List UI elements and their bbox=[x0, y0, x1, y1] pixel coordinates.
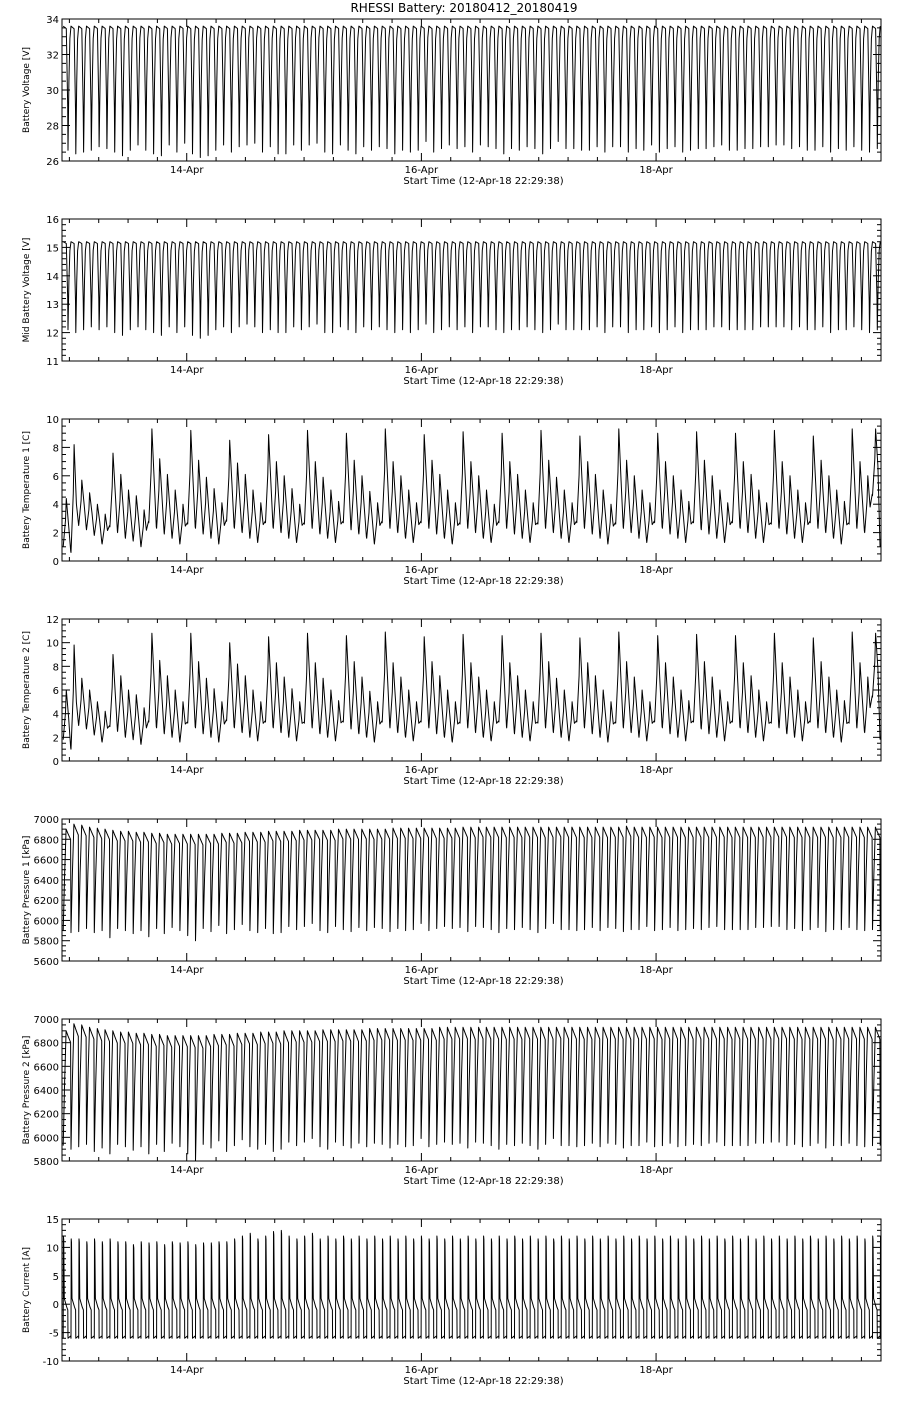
panel-3 bbox=[22, 415, 881, 587]
y-axis-label: Battery Temperature 1 [C] bbox=[22, 431, 32, 549]
x-tick-label: 14-Apr bbox=[170, 365, 204, 376]
panel-4 bbox=[22, 615, 881, 787]
y-tick-label: 5 bbox=[52, 1271, 59, 1283]
y-tick-label: 7000 bbox=[33, 815, 59, 826]
y-tick-label: 6200 bbox=[33, 896, 59, 908]
y-tick-label: 28 bbox=[46, 121, 59, 133]
x-tick-label: 18-Apr bbox=[639, 165, 673, 176]
series-line bbox=[63, 1024, 880, 1161]
x-tick-label: 16-Apr bbox=[404, 1165, 439, 1176]
x-axis-label: Start Time (12-Apr-18 22:29:38) bbox=[403, 1376, 564, 1387]
x-axis-label: Start Time (12-Apr-18 22:29:38) bbox=[403, 376, 564, 387]
y-axis-label: Mid Battery Voltage [V] bbox=[22, 237, 32, 343]
x-tick-label: 18-Apr bbox=[639, 1165, 673, 1176]
panel-5 bbox=[22, 815, 881, 987]
y-tick-label: 8 bbox=[52, 662, 59, 674]
x-tick-label: 18-Apr bbox=[639, 965, 673, 976]
y-tick-label: 12 bbox=[46, 328, 59, 340]
y-axis-label: Battery Pressure 2 [kPa] bbox=[22, 1035, 32, 1145]
x-axis-label: Start Time (12-Apr-18 22:29:38) bbox=[403, 576, 564, 587]
x-tick-label: 16-Apr bbox=[404, 165, 439, 176]
y-tick-label: 4 bbox=[52, 500, 59, 512]
x-tick-label: 16-Apr bbox=[404, 565, 439, 576]
y-tick-label: 15 bbox=[46, 1215, 59, 1226]
y-tick-label: 8 bbox=[52, 443, 59, 455]
y-tick-label: 2 bbox=[52, 528, 59, 540]
y-tick-label: 13 bbox=[46, 300, 59, 312]
y-tick-label: 6800 bbox=[33, 1038, 59, 1050]
x-tick-label: 16-Apr bbox=[404, 765, 439, 776]
x-axis-label: Start Time (12-Apr-18 22:29:38) bbox=[403, 976, 564, 987]
x-tick-label: 18-Apr bbox=[639, 365, 673, 376]
plot-frame bbox=[62, 419, 881, 561]
y-tick-label: 12 bbox=[46, 615, 59, 626]
series-line bbox=[63, 429, 880, 553]
series-line bbox=[63, 1230, 881, 1338]
y-tick-label: 6400 bbox=[33, 1086, 59, 1097]
x-tick-label: 18-Apr bbox=[639, 1365, 673, 1376]
x-tick-label: 14-Apr bbox=[170, 1165, 204, 1176]
y-tick-label: 10 bbox=[46, 1243, 59, 1255]
y-tick-label: 26 bbox=[46, 157, 59, 168]
y-tick-label: 6 bbox=[52, 471, 59, 483]
y-tick-label: 6800 bbox=[33, 835, 59, 847]
series-line bbox=[63, 242, 880, 339]
x-tick-label: 14-Apr bbox=[170, 765, 204, 776]
y-tick-label: 11 bbox=[46, 357, 59, 368]
y-tick-label: 15 bbox=[46, 243, 59, 255]
y-tick-label: 6200 bbox=[33, 1109, 59, 1121]
panel-1 bbox=[22, 15, 881, 187]
x-tick-label: 18-Apr bbox=[639, 565, 673, 576]
x-tick-label: 16-Apr bbox=[404, 965, 439, 976]
panels bbox=[22, 15, 881, 1387]
x-tick-label: 16-Apr bbox=[404, 365, 439, 376]
y-tick-label: 6600 bbox=[33, 1062, 59, 1074]
plot-frame bbox=[62, 619, 881, 761]
y-tick-label: 0 bbox=[52, 757, 59, 768]
x-tick-label: 14-Apr bbox=[170, 165, 204, 176]
x-tick-label: 18-Apr bbox=[639, 765, 673, 776]
y-tick-label: 16 bbox=[46, 215, 59, 226]
y-tick-label: 6000 bbox=[33, 916, 59, 928]
y-tick-label: 30 bbox=[46, 86, 59, 97]
y-tick-label: 6000 bbox=[33, 1133, 59, 1145]
y-tick-label: 2 bbox=[52, 733, 59, 745]
y-tick-label: -10 bbox=[42, 1357, 59, 1368]
panel-6 bbox=[22, 1015, 881, 1187]
x-tick-label: 16-Apr bbox=[404, 1365, 439, 1376]
y-tick-label: 5800 bbox=[33, 1157, 59, 1168]
series-line bbox=[63, 824, 880, 941]
y-tick-label: 6600 bbox=[33, 855, 59, 867]
y-axis-label: Battery Temperature 2 [C] bbox=[22, 631, 32, 749]
y-tick-label: 5600 bbox=[33, 957, 59, 968]
x-axis-label: Start Time (12-Apr-18 22:29:38) bbox=[403, 176, 564, 187]
plot-frame bbox=[62, 1219, 881, 1361]
x-tick-label: 14-Apr bbox=[170, 1365, 204, 1376]
x-tick-label: 14-Apr bbox=[170, 565, 204, 576]
figure-title: RHESSI Battery: 20180412_20180419 bbox=[350, 1, 578, 15]
y-tick-label: 10 bbox=[46, 415, 59, 426]
y-tick-label: 0 bbox=[52, 557, 59, 568]
x-axis-label: Start Time (12-Apr-18 22:29:38) bbox=[403, 1176, 564, 1187]
panel-2 bbox=[22, 215, 881, 387]
y-axis-label: Battery Current [A] bbox=[22, 1246, 32, 1334]
y-tick-label: 4 bbox=[52, 709, 59, 721]
y-tick-label: 7000 bbox=[33, 1015, 59, 1026]
x-tick-label: 14-Apr bbox=[170, 965, 204, 976]
panel-7 bbox=[22, 1215, 881, 1387]
y-tick-label: 0 bbox=[52, 1300, 59, 1312]
x-axis-label: Start Time (12-Apr-18 22:29:38) bbox=[403, 776, 564, 787]
y-tick-label: 32 bbox=[46, 50, 59, 62]
y-tick-label: 5800 bbox=[33, 936, 59, 948]
series-line bbox=[63, 26, 880, 157]
y-tick-label: -5 bbox=[49, 1328, 59, 1340]
y-axis-label: Battery Voltage [V] bbox=[22, 47, 32, 133]
y-axis-label: Battery Pressure 1 [kPa] bbox=[22, 835, 32, 945]
y-tick-label: 34 bbox=[46, 15, 59, 26]
y-tick-label: 6400 bbox=[33, 875, 59, 887]
y-tick-label: 10 bbox=[46, 638, 59, 650]
y-tick-label: 14 bbox=[46, 271, 59, 283]
plot-frame bbox=[62, 219, 881, 361]
series-line bbox=[63, 632, 880, 749]
y-tick-label: 6 bbox=[52, 686, 59, 697]
